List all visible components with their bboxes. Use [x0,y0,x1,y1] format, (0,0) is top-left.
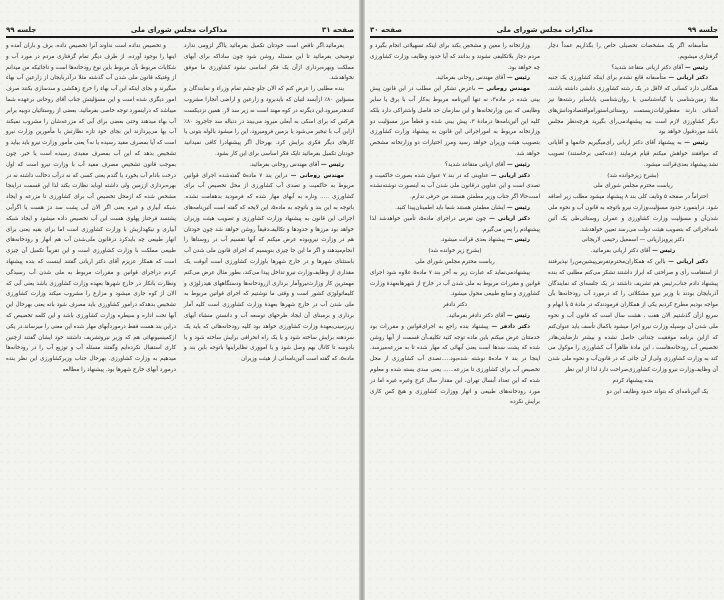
column-left [6,41,176,376]
speaker-name: رئیس — [505,312,530,319]
paragraph-text: دکتر دادفر [442,302,467,309]
running-title: مذاکرات مجلس شورای ملی [130,26,228,34]
speaker-name: رئیس — [505,204,530,211]
column-right [548,41,718,408]
speaker-name: دکتر اریانی — [665,75,709,82]
page-number: صفحه ۳۰ [370,26,403,34]
speaker-name: رئیس — [319,161,344,168]
column-right [184,41,354,376]
column-left [370,41,540,408]
paragraph-text: و تخصیص نداده است نداوند آنرا تخصیص داده، برف و باران آمده و اینها را بوجود آورده. از طرف دیگر تمام گرفتاری مردم در مورد آب و شکایات مربوط بآن مربوط باین نوع رودخانه‌ها است و تاجائیکه من میدانم از وقتیکه قانون ملی شدن آب گذشته مثلا درآذربایجان از زارعین آب بهاء میگیرند و بجای اینکه این آب بهاء را خرج زهکشی و سدسازی بکنند صرف امور دیگری شده است و این مسؤلیتش جناب آقای روحانی برعهده شما میباشد که دراینمورد توجه خاصی بفرمائید. بعضی از روستائیان دوبیه برابر آب بهاء میدهند وحتی بعضی برای آبی که مزرعه‌شان را مشروب نمیکند آب بها می‌پردازند این بجای خود تازه نظارتش با مأمورین وزارت نیرو است که آیا بمصرف مفید رسیده یا نه؟ یعنی مأمور وزارت نیرو باید بیاید و تشخیص بدهد که این آب بمصرف مفیدی رسیده است یا خیر. چون بموجب قانون تشخیص مصرف مفید آب با وزارت نیرو است که اول درخت بادام آب بخورد یا گندم یعنی کسی که نه درآب دخالت داشته نه در بهره‌برداری اززمین ولی داشته اوباید نظارت بکند لذا این قسمت دراینجا مشخص شده که ازمحل تخصیص آب برای کشاورزی تا مزرعه و ایجاد شبکه آبیاری و غیره یعنی اگر الان آبی پشت سد دز هست یا اگرآبی پشتسد فرحناز پهلوی هست این آب تخصیص داده میشود و ایجاد شبکه آبیاری و نیکهداریش با وزارت کشاورزی است اما برای بقیه یعنی برای انهار طبیعی چه بایدکرد درقانون ملی‌شدن آب هم انهار و رودخانه‌های طبیعی مملکت با وزارت کشاورزی است و این تقریباً تکمیل آن چیزی است که همکار عزیزم آقای دکتر اریانی گفتند اینست که بنده پیشنهاد کردم دراجرای قوانین و مقررات مربوط به ملی شدن آب رسیدگی ونظارت بانکار در خارج شهرها بعهده وزارت کشاورزی باشد یعنی آبی که الان از کوه جاری میشود و مزارع را مشروب میکند وزارت کشاورزی تشخیص بدهدکه درامور کشاورزی باید مصرف شود بانه یعنی بهرحال این آبها تحت اداره و سیطره وزارت کشاورزی باشد و این کلمه تخصیص که دراین بند هست فقط درموردآبهای مهار شده این معنی را میرساند.در یکی ازکمیسیونهائی هم که وزیر نیروتشریف داشتند خود ایشان گفتند ازچنین کاری استقبال نکرده‌ایم وگفتند مسئله آب و توزیع آب را در رودخانه‌ها میدهیم به وزارت کشاورزی. بهرحال جناب وزیرکشاورزی این نظر بنده درمورد آبهای خارج شهرها بود. پیشنهاد را مطالعه [6,43,176,373]
paragraph-text: (بشرح زیرخوانده شد) [607,172,659,179]
body-paragraph [370,268,540,300]
paragraph-text: یک آئین‌نامه‌ای که بتواند حدود وظایف این دو [606,388,708,395]
speech-paragraph [548,73,718,138]
body-paragraph [548,41,718,63]
centered-heading [370,257,540,268]
paragraph-text: به پیشنهاد آقای دکتر اریانی رأی‌میگیریم خانمها و آقایانی که موافقند خواهش میکنم قیام فرمایند (عده‌کمی برخاستند) تصویب نشد.پیشنهاد بعدی‌قرائت میشود. [548,140,718,168]
speaker-name: دکتر اریانی — [665,258,708,265]
paragraph-text: آقای دکتر اریانی بفرمائید. [590,248,651,255]
running-title: مذاکرات مجلس شورای ملی [496,26,594,34]
paragraph-text: دراین بند ۷ ماده۵ گفته‌شده اجرای قوانین مربوط به حاکمیت و تصدی آب کشاورزی از محل تخصیص آب برای کشاورزی ..... وناره به آبهای مهار شده که فرمودید بدهقامت نشده. باتوجه به این بند و باتوجه به ماده‌۵، این لایحه که گفته است آئین‌نامه‌های اجرائی این قانون به پیشنهاد وزارت کشاورزی و تصویب هیئت وزیران خواهد بود مرزها و حدودها و تکالیف‌دقیقاً روشن خواهد شد چون خودتان هم در وزارت نیروبوده عرض میکنم که آنها تقسیم آب در روستاها را انجام‌میدهند و اگر ما این جا چیزی بنویسیم که اجرای قانون ملی شدن آب باستثنای شهرها و در خارج شهرها باوزارت کشاورزی است آنوقت یک مقداری از وظایف‌وزارت نیرو تداخل پیدا می‌کند، بطور مثال عرض می‌کنم مهمترین کار وزارت‌نیروآمار برداری ازرودخانه‌ها ودستگاههای هیدرلوژی و کلیماتولوژی کشور است و وقتی ما نوشتیم که اجرای قوانین مربوط به ملی شدن آب در خارج شهرها بعهدهٔ وزارت کشاورزی است کلیه آمار برداری و برمبنای آن ایجاد طرحهای توسعه آب و دانستن منشاء آبهای زیرزمینی‌بعهدهٔ وزارت کشاورزی خواهد بود کلیه رودخانه‌هائی که باید یک سردهنه برایش ساخته شود و یا یک راه انحرافی برایش ساخته شود و یا بادوسه تا کانال بهم وصل شود و یا امووری نظایراینها باتوجه باین بند و ماده‌۵، که گفته است آئین‌نامه‌ائی از هیئت وزیران [184,172,355,363]
paragraph-text: بفرمائید.اگر ناقص است خودتان تکمیل بفرمائید یااگر لزومی ندارد توضیحی بفرمائید تا این مسئله روشن شود چون ساداکه برای آبهای مملکت وبهره‌برداری ازآن یک فکر اساسی نشود کشاورزی ما موفق نخواهدشد. [184,43,354,82]
paragraph-text: آقای مهندس روحانی بفرمائید. [249,161,319,168]
speaker-name: رئیس — [650,248,676,255]
speaker-name: رئیس — [681,140,709,147]
paragraph-text: پیشنهادمی‌نماید که عبارت زیر به آخر بند ۷ ماده‌۵ علاوه شود اجرای قوانین و مقررات مربوط به ملی شدن آب در خارج از شهرهابعهدهٔ وزارت کشاورزی و منابع طبیعی محول میشود. [370,269,540,298]
centered-heading [548,171,718,182]
speech-paragraph [370,84,540,160]
session-number: جلسه ۹۹ [687,26,718,34]
speech-paragraph [548,63,718,74]
body-paragraph [548,192,718,235]
body-paragraph [184,41,354,84]
speech-paragraph [370,160,540,171]
speech-paragraph [370,171,540,203]
centered-heading [370,300,540,311]
paragraph-text: باعرض تشکر این مطلب در این قانون پیش بینی شده در ماده‌۳، نه تنها آئین‌نامه مربوط به‌کار آب با برق یا سایر وظایفی که بین وزارتخانه‌ها و این سازمان حد فاصل واشتراکی دارد بلکه کلیه این آئین‌نامه‌ها درمادهٔ ۳، پیش بینی شده و قطعاً مرز مسؤلیت دو وزارتخانه مربوط به اموراجرائی این قانون به پیشنهاد وزارت کشاورزی بتصویب هیئت وزیران خواهد رسید ومرز اختیارات دو وزارتخانه مشخص خواهد شد. [370,86,540,157]
paragraph-text: پیشنهاد بنده راجع به اجرای‌قوانین و مقررات بود خدمتتان عرض میکنم باین ماده توجه کنید تکلیف‌آن قسمت از آبها روشن شده که پشت سدها است یعنی آبهائی که مهار شده تا به مزرعه‌میرسد. اینجا در بند ۷ ماده‌۵ نوشته شده‌بود.....تصدی آب کشاورزی از محل تخصیص آب برای کشاورزی تا مزرعه...... یعنی سدی بسته شده و معلوم شده که این تعداد آبسال تهران، این مقدار سال کرج وغیره غیره اما در مورد رودخانه‌های طبیعی و انهار ووزارت کشاورزی و هیچ کس کاری برایش نکرده [370,323,540,406]
speech-paragraph [184,160,354,171]
speaker-name: مهندس روحانی — [287,172,344,179]
header-rule [6,36,354,38]
body-paragraph [548,376,718,387]
paragraph-text: ریاست محترم مجلس شورای ملی [593,183,673,190]
speaker-name: دکتر دادفر — [488,323,530,330]
page-number: صفحه ۳۱ [321,26,354,34]
paragraph-text: آقای مهندس روحانی بفرمائید. [435,75,505,82]
paragraph-text: ایشان مطمئن هستند شما باید اطمینان‌پیدا کنید. [395,204,505,211]
speech-paragraph [370,322,540,408]
paragraph-text: احتراماً در صفحه ۵ وتایف کلی بند ۸ پیشنهاد میشود مطلب زیر اضافه شود. دراینمورد حدود مسؤلیت‌وزارت نیرو باتوجه به قانون آب و نحوه ملی شدن‌آن و مسؤلیت وزارت کشاورزی و عمران روستائی‌طی یک آئین نامه‌اجرائی که بتصویب هیئت دولت می‌رسد تعیین خواهدشد. [548,194,718,233]
paragraph-text: آقای اریانی متقاعد شدید؟ [445,161,505,168]
paragraph-text: آقای دکتر اریانی متقاعد شدید؟ [611,64,683,71]
body-paragraph [184,84,354,160]
left-page-columns [6,41,354,376]
paragraph-text: ریاست محترم مجلس شورای ملی [415,258,495,265]
speaker-name: دکتر اریانی — [488,172,530,179]
paragraph-text: آقای دکتر دادفر بفرمائید. [446,312,505,319]
paragraph-text: بنده پیشنهاد کردم [612,377,654,384]
body-paragraph [6,41,176,376]
speaker-name: رئیس — [683,64,708,71]
right-page-header [370,20,718,34]
right-page-columns [370,41,718,408]
paragraph-text: متأسفانه اگر یک مشخصات تحصیلی خاص را بگذاریم عمداً دچار گرفتاری میشویم. [548,43,718,60]
paragraph-text: بااین که همکاران‌محترم‌تفرس‌پیشین‌من‌را نپذیرفتند از استقامت رأی و صراحتی که ابراز داشتند تشکر می‌کنم مطلبی که بنده پیشنهاد دادم جناب‌رئیس هم تشریف داشتند در یک جلسه‌ای که نمایندگان آذربایجان بودند با وزیر نیرو مشکلاتی را که درمورد آب رودخانه‌ها بآن مواجه بودیم مطرح کردیم یکی از همکاران فرمودندکه در مادهٔ ۵ با ابهام و سریع ازآن گذشتیم الان هفت ، هشت سال است که قانون آب و نحوه ملی شدن آن بوسیله وزارت نیرو اجرا میشود باکمال تأسف باید عنوان‌کنم که ازاین برنامه موفقیت چندانی حاصل نشده‌ و بیشتر نارضایتی‌هادر تخصیص آب رودخانه‌هاست ، این مادهٔ ظاهراً آب کشاورزی را موکول می کند به وزارت کشاورزی ولی‌از آن جائی که در قانون‌آب و نحوه ملی شدن آن وظایف‌وزارت نیرو وزارت کشاورزی‌صراحت دارد لذا از این نظر [548,258,718,373]
book-spine [359,0,365,600]
speaker-name: رئیس — [505,237,530,244]
paragraph-text: چون تفرس دراجرای ماده‌۵، تأمین خواهدشد لذا پیشنهادم را پس می‌گیرم. [370,215,540,233]
header-rule [370,36,718,38]
paragraph-text: عناوینی که در بند ۷ عنوان شده بصورت حاکمیت و تصدی است و این عناوین درقانون ملی شدن آب به اینصورت نوشته‌نشده است‌حالا اگر جناب وزیر مطمئن هستند من حرفی ندارم. [370,172,540,201]
speech-paragraph [370,235,540,246]
paragraph-text: پیشنهاد بعدی قرائت میشود. [440,237,505,244]
session-number: جلسه ۹۹ [6,26,37,34]
speaker-name: رئیس — [505,161,530,168]
centered-heading [548,235,718,246]
speaker-name: دکتر اریانی — [486,215,530,222]
paragraph-text: بنده مطلبی را عرض کنم که الان جلو چشم تمام وزراء و نمایندگان و مسؤلین ۸۰٪ ازآبسد لتیان که بایدبرود و زارعین و اراضی آنجارا مشروب کندهدرمیرود.این دیگرنه در کوه مهند است نه زیر سد لار. همین نزدیکست هرکس که برای اسکی به آبعلی میرود می‌بیند در دنباله سد جاجرود ۸۰٪ ازاین آب با تبخیر می‌شود یا بزمین فرومیرود، این را میشود بالوله بتونی یا کارهای دیگر فکری برایش کرد. بهرحال اگر پیشنهادرا کافی نمیدانید خودتان تکمیل بفرمائید تایک فکر اساسی برای این کار بشود. [184,86,354,157]
speech-paragraph [370,73,540,84]
speech-paragraph [370,214,540,236]
speaker-name: مهندس روحانی — [475,86,530,93]
paragraph-text: وزارتخانه را معین و مشخص بکند برای اینکه تسهیلاتی انجام بگیرد و مردم دچار بلاتکلیفی نشوند و بدانند که آیا حدود وظایف وزارت کشاورزی چه خواهد بود. [370,43,540,71]
paragraph-text: متأسفانه قانع نشدم برای اینکه کشاورزی یک جنبه همگانی دارد کسانی که لااقل در یک رشته کشاورزی دانشی داشته باشند، مثلا زمین‌شناسی یا گیاه‌شناسی یا روان‌شناسی یاباسایر رشته‌ها نیز آشنائی دارند مقطورلیات‌زیستمت روستائی‌استورامواقتصادودانش‌های دیگر کشاورزی لازم است بیه پیشنهادمی‌رأی بگیرید هرچه‌نظر مجلس باشد موردقبول خواهد بود [548,75,718,136]
speech-paragraph [370,203,540,214]
right-page [362,0,724,600]
left-page-header [6,20,354,34]
paragraph-text: (بشرح زیر خوانده شد) [428,248,482,255]
body-paragraph [548,387,718,398]
centered-heading [548,181,718,192]
body-paragraph [370,41,540,73]
paragraph-text: دکتر پرویزاریانی — اسمعیل رحیمی لاریجانی [581,237,685,244]
speech-paragraph [184,171,354,365]
speech-paragraph [548,138,718,170]
speech-paragraph [370,311,540,322]
speaker-name: رئیس — [505,75,530,82]
centered-heading [370,246,540,257]
speech-paragraph [548,257,718,376]
speech-paragraph [548,246,718,257]
